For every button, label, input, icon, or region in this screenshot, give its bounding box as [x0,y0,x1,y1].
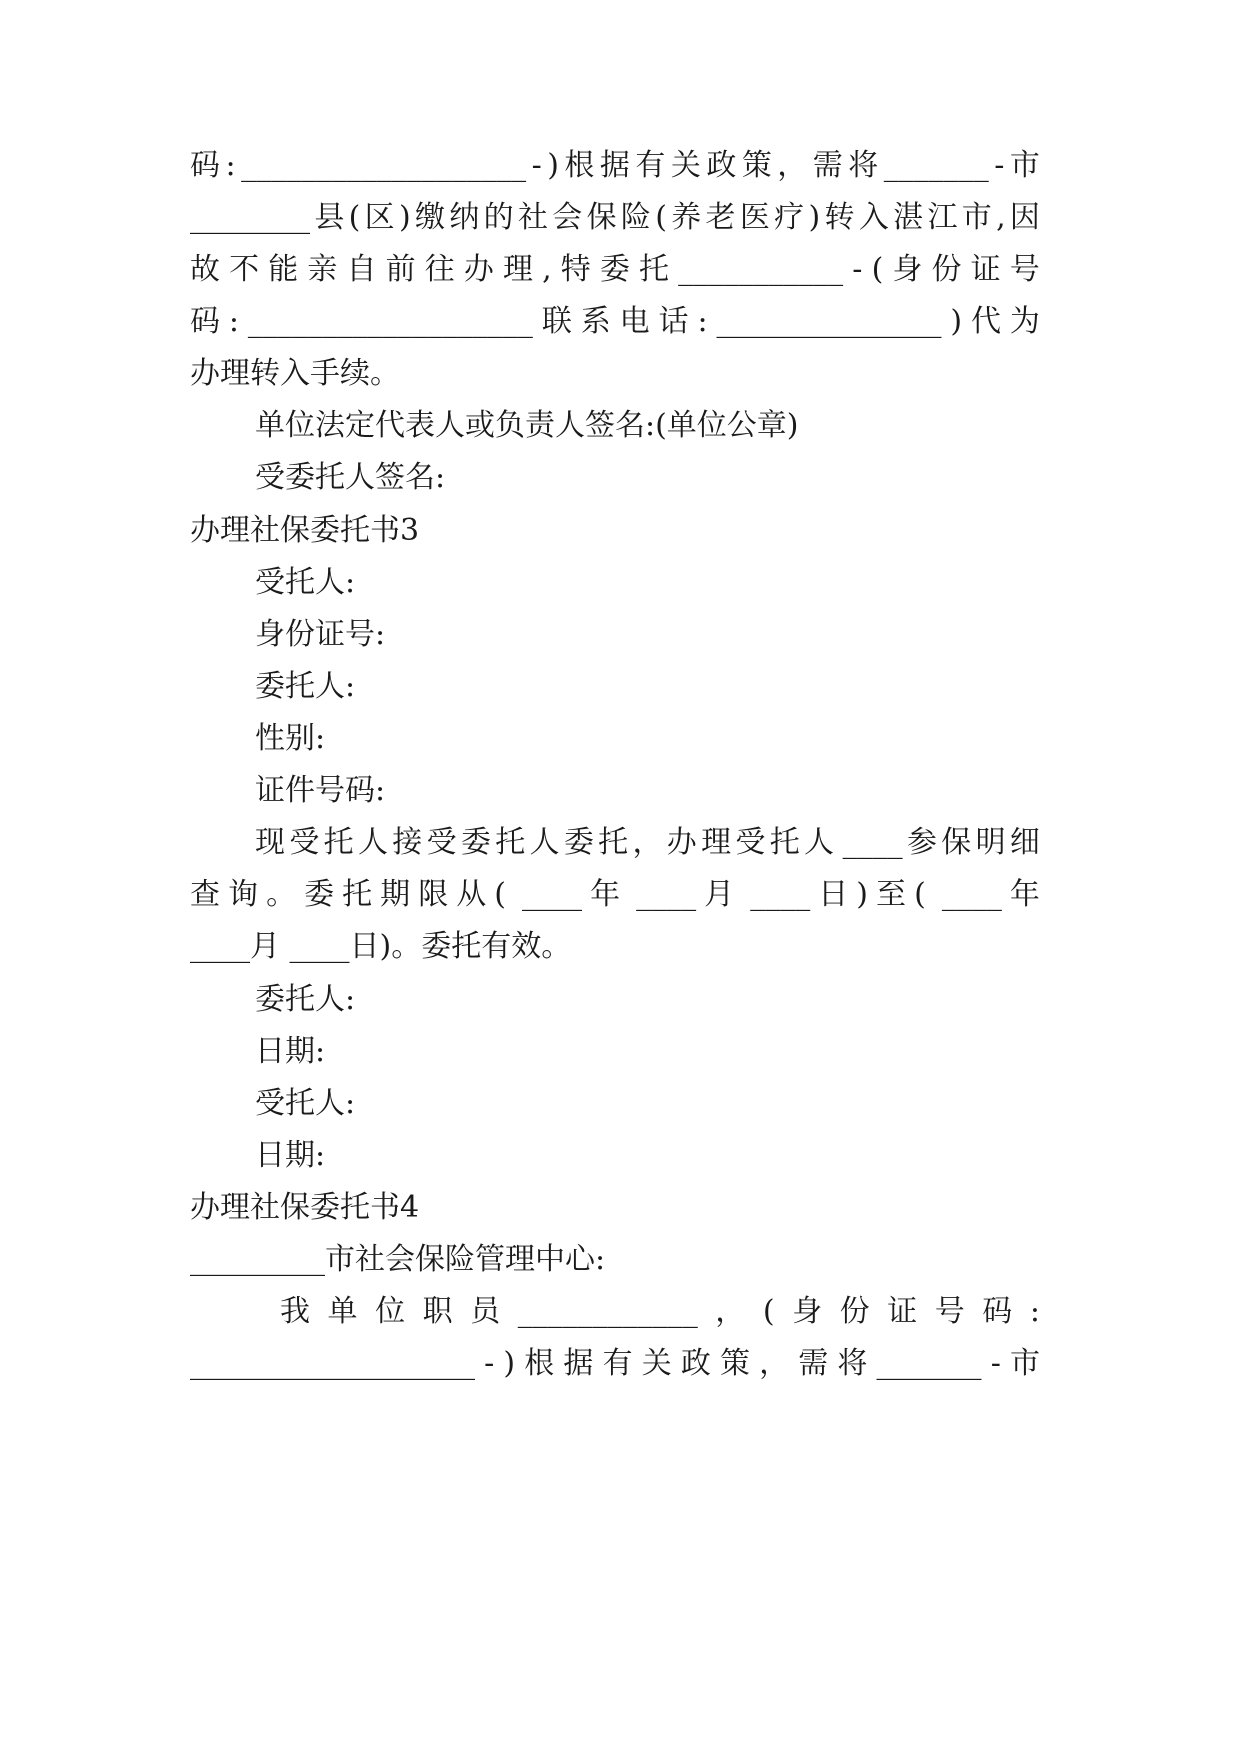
paragraph-line: ____月 ____日)。委托有效。 [190,929,572,964]
paragraph-line: 故 不 能 亲 自 前 往 办 理 , 特 委 托 ___________ - ( 身 份 证 号 [190,252,1040,287]
section-heading: 办理社保委托书3 [190,513,420,548]
paragraph-line: 码 : ___________________ - ) 根 据 有 关 政 策 ， 需 将 _______ - 市 [190,148,1040,183]
signature-label-trustee: 受委托人签名: [255,460,446,495]
field-label: 证件号码: [255,773,386,808]
field-label: 身份证号: [255,617,386,652]
paragraph-line: 现 受 托 人 接 受 委 托 人 委 托 ， 办 理 受 托 人 ____ 参 保 明 细 [255,825,1040,860]
field-label: 性别: [255,721,326,756]
field-label: 委托人: [255,982,356,1017]
field-label: 受托人: [255,565,356,600]
field-label: 日期: [255,1138,326,1173]
paragraph-line: 我 单 位 职 员 ____________ ， ( 身 份 证 号 码 : [280,1294,1040,1329]
paragraph-line: ________ 县 ( 区 ) 缴 纳 的 社 会 保 险 ( 养 老 医 疗 ) 转 入 湛 江 市 , 因 [190,200,1040,235]
paragraph-line: ___________________ - ) 根 据 有 关 政 策 ， 需 将 _______ - 市 [190,1346,1040,1381]
signature-label-unit: 单位法定代表人或负责人签名:(单位公章) [255,408,799,443]
section-heading: 办理社保委托书4 [190,1190,420,1225]
paragraph-line: 办理转入手续。 [190,356,400,391]
paragraph-line: 查 询 。 委 托 期 限 从 ( ____ 年 ____ 月 ____ 日 ) 至 ( ____ 年 [190,877,1040,912]
paragraph-line: 码 : ___________________ 联 系 电 话 : _______________ ) 代 为 [190,304,1040,339]
field-label: 委托人: [255,669,356,704]
addressee-line: _________市社会保险管理中心: [190,1242,606,1277]
field-label: 受托人: [255,1086,356,1121]
field-label: 日期: [255,1034,326,1069]
